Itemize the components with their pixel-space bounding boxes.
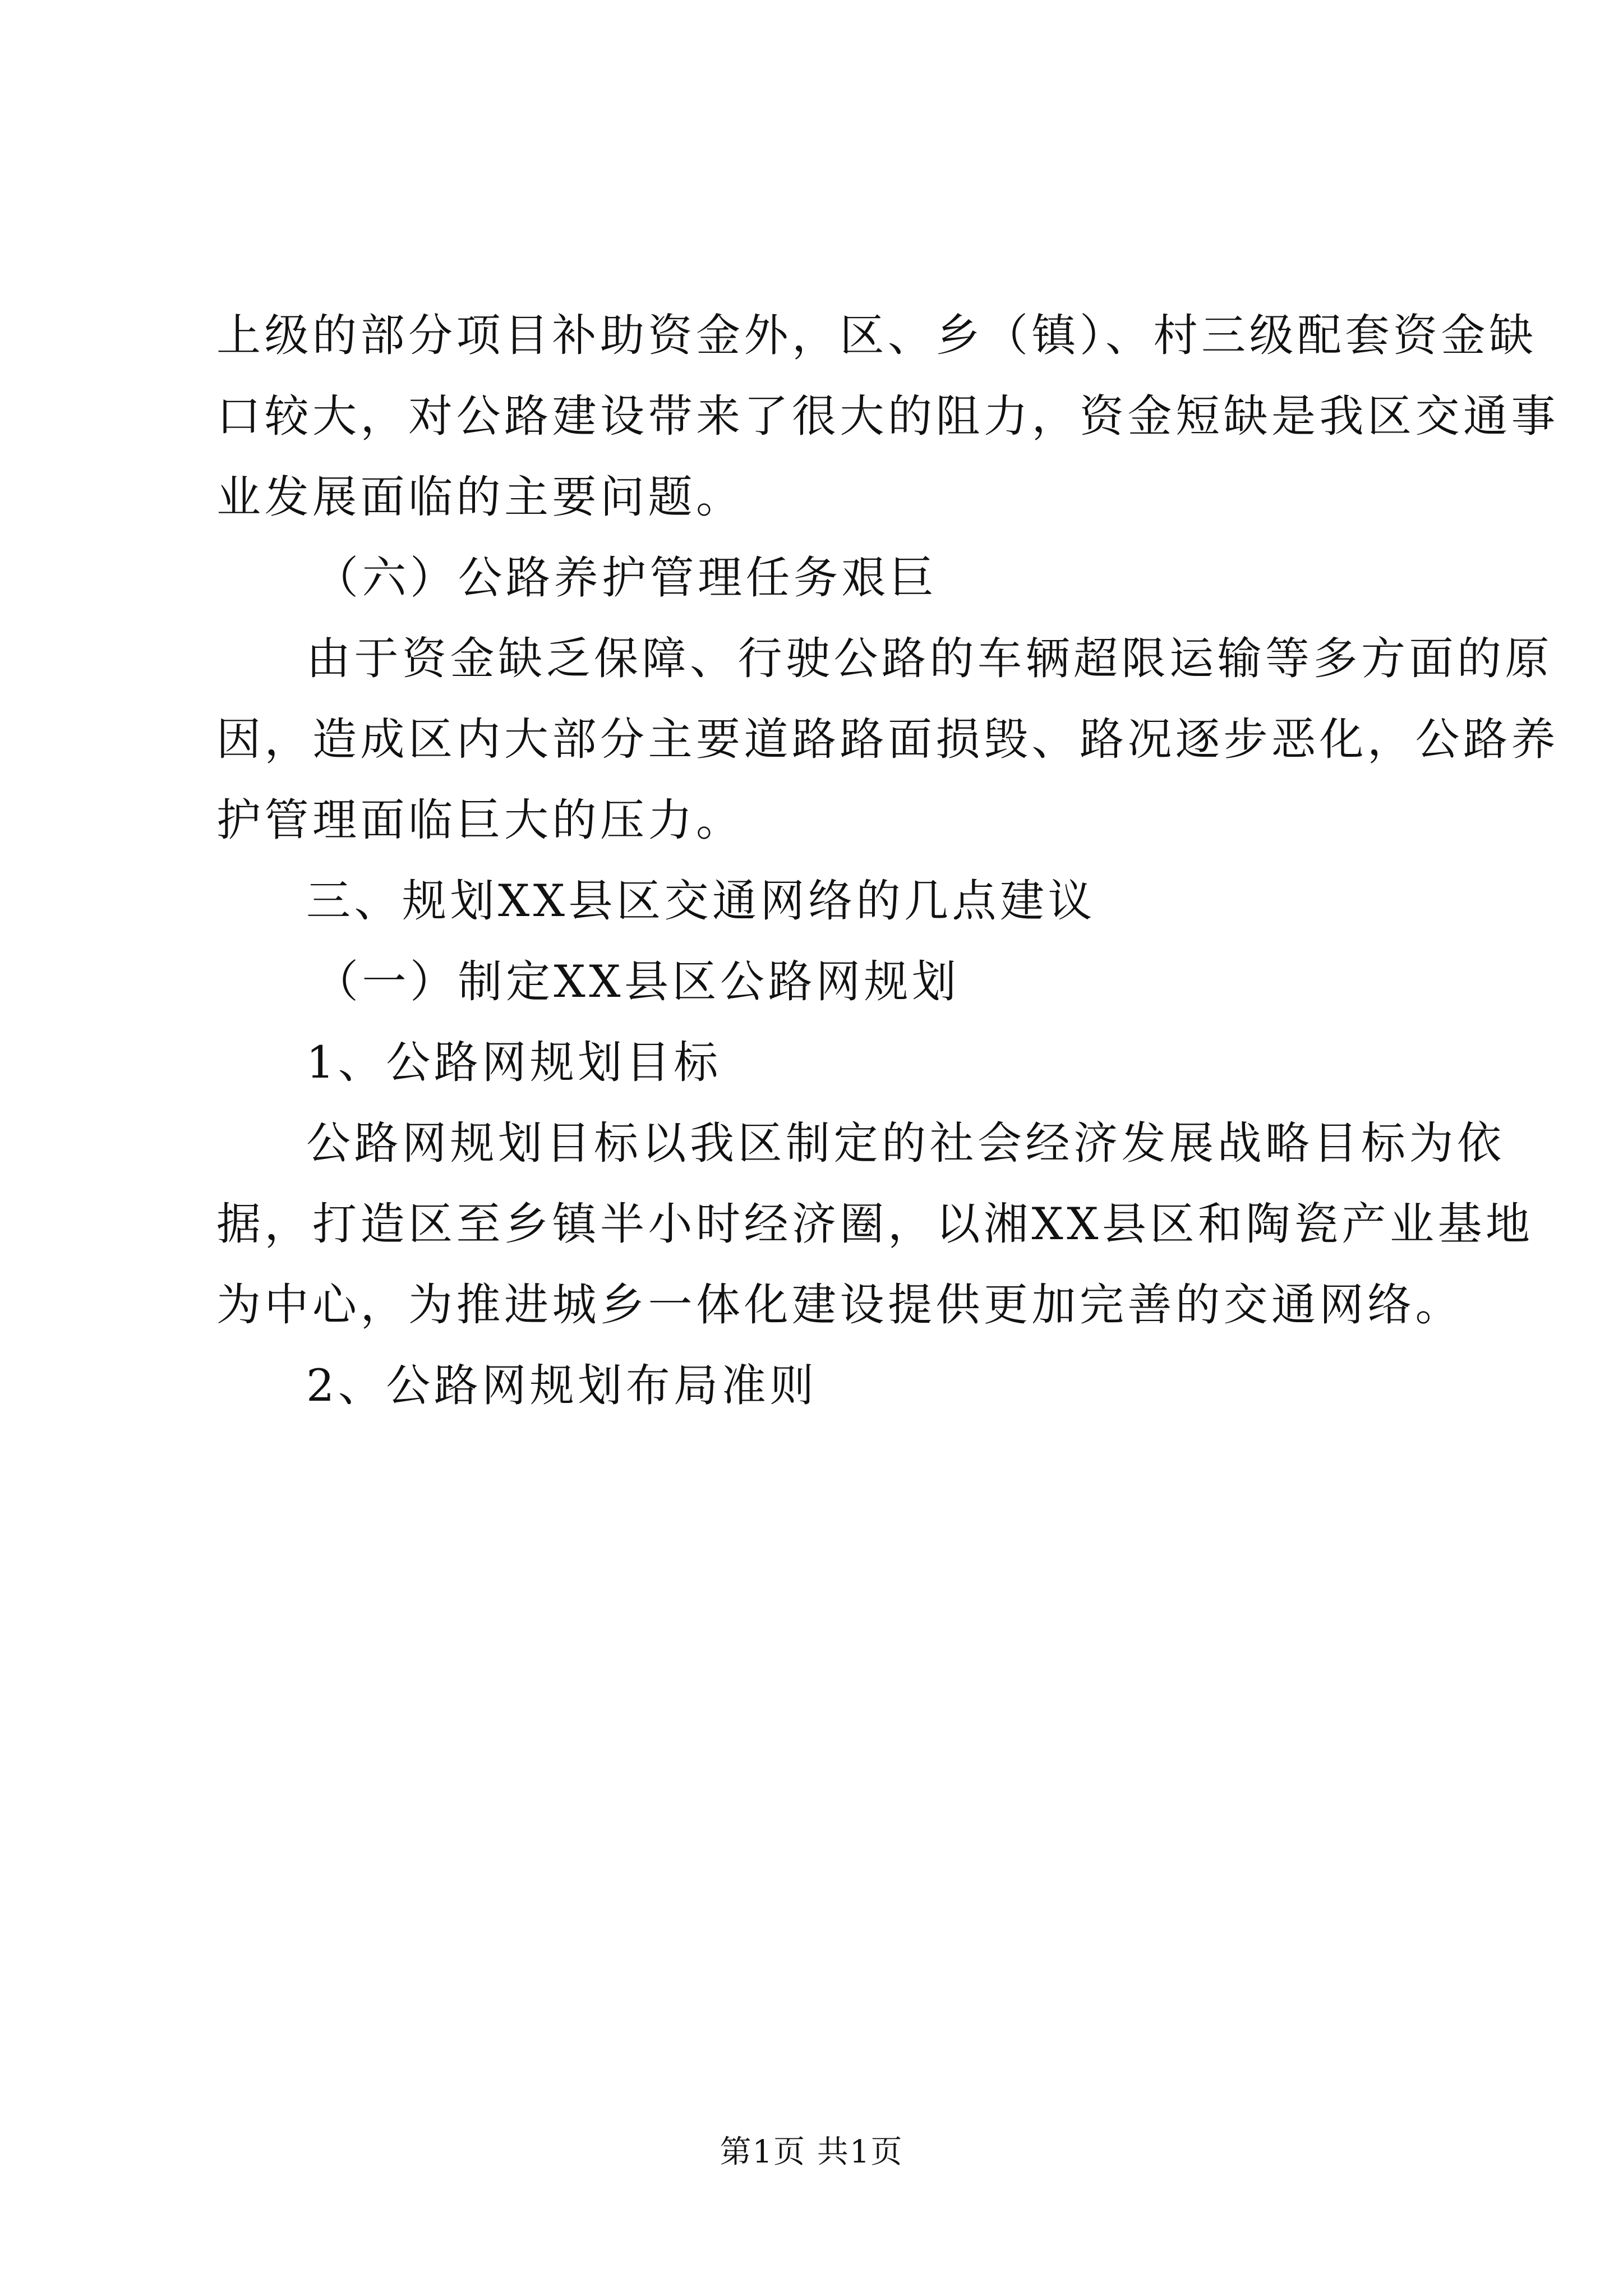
section-heading: 1、公路网规划目标 (306, 1037, 722, 1088)
page-footer: 第1页 共1页 (720, 2134, 903, 2170)
paragraph-line: 公路网规划目标以我区制定的社会经济发展战略目标为依 (306, 1117, 1505, 1169)
paragraph-line: 因，造成区内大部分主要道路路面损毁、路况逐步恶化，公路养 (216, 714, 1559, 765)
section-heading: （一）制定XX县区公路网规划 (314, 956, 960, 1007)
paragraph-line: 由于资金缺乏保障、行驶公路的车辆超限运输等多方面的原 (306, 633, 1553, 684)
paragraph-line: 业发展面临的主要问题。 (216, 471, 744, 523)
paragraph-line: 口较大，对公路建设带来了很大的阻力，资金短缺是我区交通事 (216, 390, 1559, 442)
section-heading: 2、公路网规划布局准则 (306, 1360, 818, 1411)
paragraph-line: 为中心，为推进城乡一体化建设提供更加完善的交通网络。 (216, 1279, 1463, 1331)
paragraph-line: 护管理面临巨大的压力。 (216, 794, 744, 846)
section-heading: 三、规划XX县区交通网络的几点建议 (306, 875, 1096, 927)
section-heading: （六）公路养护管理任务艰巨 (314, 552, 938, 604)
paragraph-line: 据，打造区至乡镇半小时经济圈，以湘XX县区和陶瓷产业基地 (216, 1198, 1534, 1250)
paragraph-line: 上级的部分项目补助资金外，区、乡（镇）、村三级配套资金缺 (216, 310, 1537, 361)
